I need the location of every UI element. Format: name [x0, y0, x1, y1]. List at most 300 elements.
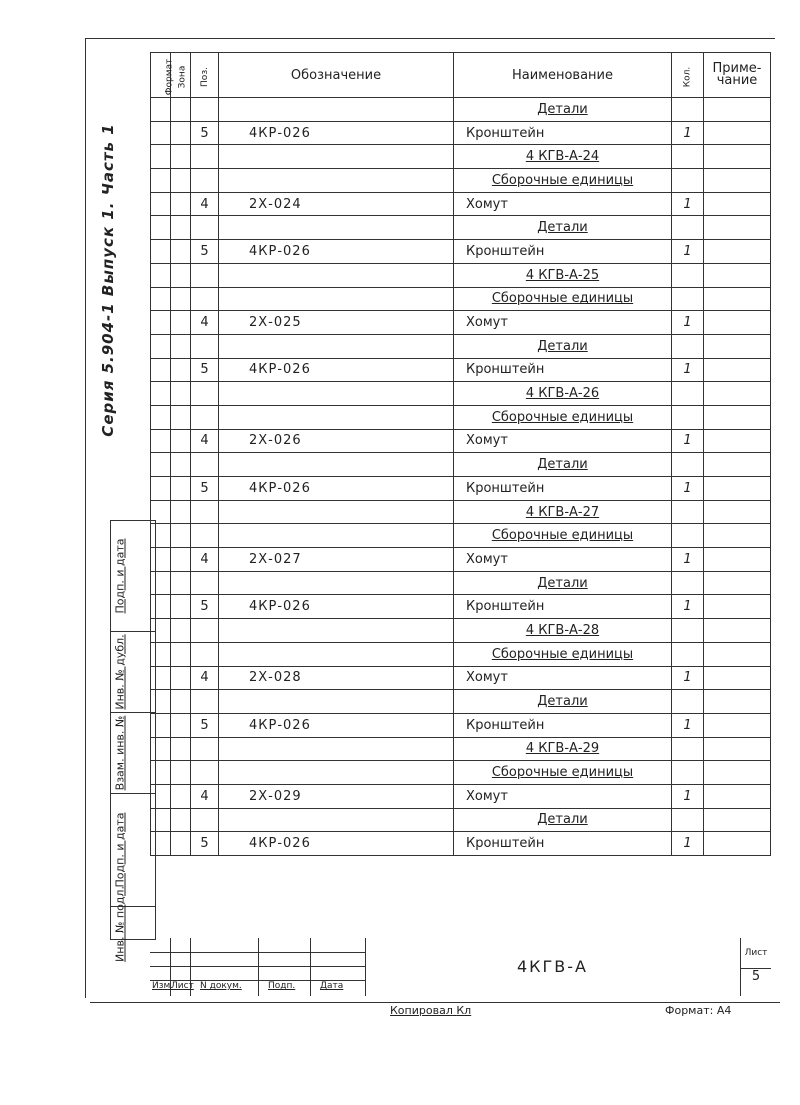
pos-cell: 5	[191, 240, 219, 264]
qty-cell	[672, 453, 704, 477]
table-row	[151, 524, 771, 548]
format-cell	[151, 500, 171, 524]
pos-cell: 5	[191, 595, 219, 619]
table-row	[151, 192, 771, 216]
designation-cell	[219, 808, 454, 832]
format-cell	[151, 477, 171, 501]
pos-cell	[191, 619, 219, 643]
frame-top-line	[85, 38, 775, 39]
name-cell: Хомут	[454, 311, 672, 335]
note-cell	[704, 737, 771, 761]
section-heading: Сборочные единицы	[491, 172, 634, 188]
pos-cell: 5	[191, 121, 219, 145]
zone-cell	[171, 358, 191, 382]
note-cell	[704, 405, 771, 429]
designation-cell	[219, 690, 454, 714]
format-cell	[151, 808, 171, 832]
pos-cell: 5	[191, 832, 219, 856]
pos-cell: 4	[191, 192, 219, 216]
designation-cell	[219, 169, 454, 193]
name-cell	[454, 382, 672, 406]
qty-cell: 1	[672, 832, 704, 856]
name-cell	[454, 737, 672, 761]
table-row	[151, 642, 771, 666]
pos-cell	[191, 690, 219, 714]
note-cell	[704, 121, 771, 145]
copied-label: Копировал	[390, 1004, 453, 1017]
qty-cell	[672, 382, 704, 406]
note-cell	[704, 784, 771, 808]
table-row	[151, 713, 771, 737]
format-cell	[151, 358, 171, 382]
format-cell	[151, 619, 171, 643]
document-designation: 4КГВ-А	[517, 957, 588, 976]
header-designation: Обозначение	[219, 53, 454, 98]
designation-cell: 4КР-026	[219, 240, 454, 264]
name-cell: Хомут	[454, 784, 672, 808]
zone-cell	[171, 477, 191, 501]
pos-cell	[191, 642, 219, 666]
pos-cell	[191, 334, 219, 358]
table-row	[151, 358, 771, 382]
designation-cell	[219, 382, 454, 406]
section-heading: Сборочные единицы	[491, 409, 634, 425]
table-row	[151, 548, 771, 572]
series-label	[88, 100, 128, 460]
zone-cell	[171, 666, 191, 690]
name-cell	[454, 453, 672, 477]
qty-cell	[672, 98, 704, 122]
pos-cell	[191, 737, 219, 761]
qty-cell: 1	[672, 477, 704, 501]
designation-cell	[219, 761, 454, 785]
title-block	[150, 938, 770, 996]
name-cell: Кронштейн	[454, 832, 672, 856]
name-cell	[454, 145, 672, 169]
pos-cell	[191, 808, 219, 832]
name-cell: Хомут	[454, 192, 672, 216]
pos-cell	[191, 98, 219, 122]
format-cell	[151, 713, 171, 737]
note-cell	[704, 713, 771, 737]
section-heading: Детали	[537, 575, 588, 591]
pos-cell: 4	[191, 548, 219, 572]
pos-cell	[191, 453, 219, 477]
section-heading: Детали	[537, 101, 588, 117]
qty-cell	[672, 500, 704, 524]
qty-cell	[672, 216, 704, 240]
qty-cell	[672, 145, 704, 169]
note-cell	[704, 263, 771, 287]
format-cell	[151, 382, 171, 406]
pos-cell	[191, 382, 219, 406]
table-body	[151, 98, 771, 856]
table-row	[151, 690, 771, 714]
title-block-grid	[150, 938, 366, 996]
table-row	[151, 311, 771, 335]
note-cell	[704, 524, 771, 548]
section-heading: Детали	[537, 694, 588, 710]
table-row	[151, 571, 771, 595]
group-heading: 4 КГВ-А-25	[525, 267, 600, 283]
stamp-cell	[111, 886, 155, 962]
zone-cell	[171, 121, 191, 145]
table-row	[151, 240, 771, 264]
format-cell	[151, 548, 171, 572]
format-label: Формат: А4	[665, 1004, 732, 1017]
qty-cell	[672, 287, 704, 311]
table-row	[151, 619, 771, 643]
table-row	[151, 808, 771, 832]
name-cell	[454, 287, 672, 311]
designation-cell: 2Х-025	[219, 311, 454, 335]
zone-cell	[171, 784, 191, 808]
qty-cell	[672, 737, 704, 761]
note-cell	[704, 192, 771, 216]
pos-cell	[191, 500, 219, 524]
name-cell	[454, 619, 672, 643]
pos-cell	[191, 216, 219, 240]
qty-cell	[672, 690, 704, 714]
zone-cell	[171, 405, 191, 429]
name-cell	[454, 808, 672, 832]
label-doc-number: N докум.	[200, 981, 242, 991]
table-row	[151, 263, 771, 287]
pos-cell	[191, 169, 219, 193]
zone-cell	[171, 832, 191, 856]
header-note: Приме- чание	[704, 53, 771, 98]
qty-cell: 1	[672, 121, 704, 145]
table-header	[151, 53, 771, 98]
zone-cell	[171, 737, 191, 761]
note-cell	[704, 145, 771, 169]
table-row	[151, 666, 771, 690]
table-row	[151, 145, 771, 169]
table-row	[151, 405, 771, 429]
frame-left-line	[85, 38, 86, 998]
name-cell: Кронштейн	[454, 358, 672, 382]
note-cell	[704, 619, 771, 643]
name-cell	[454, 761, 672, 785]
note-cell	[704, 548, 771, 572]
zone-cell	[171, 690, 191, 714]
designation-cell: 2Х-026	[219, 429, 454, 453]
name-cell: Кронштейн	[454, 121, 672, 145]
qty-cell	[672, 808, 704, 832]
stamp-label: Взам. инв. №	[113, 715, 127, 791]
group-heading: 4 КГВ-А-29	[525, 741, 600, 757]
designation-cell: 4КР-026	[219, 358, 454, 382]
name-cell	[454, 405, 672, 429]
designation-cell: 2Х-029	[219, 784, 454, 808]
table-row	[151, 334, 771, 358]
sheet-box	[740, 938, 771, 996]
designation-cell: 4КР-026	[219, 832, 454, 856]
designation-cell: 4КР-026	[219, 121, 454, 145]
section-heading: Сборочные единицы	[491, 765, 634, 781]
name-cell	[454, 334, 672, 358]
section-heading: Сборочные единицы	[491, 528, 634, 544]
stamp-label: Инв. № дубл.	[113, 634, 127, 710]
format-cell	[151, 595, 171, 619]
pos-cell: 5	[191, 358, 219, 382]
group-heading: 4 КГВ-А-28	[525, 622, 600, 638]
note-cell	[704, 429, 771, 453]
specification-table	[150, 52, 771, 856]
qty-cell: 1	[672, 666, 704, 690]
pos-cell: 5	[191, 477, 219, 501]
name-cell	[454, 524, 672, 548]
designation-cell	[219, 145, 454, 169]
name-cell: Хомут	[454, 429, 672, 453]
copied-sign: Кл	[456, 1004, 472, 1017]
qty-cell	[672, 761, 704, 785]
pos-cell	[191, 761, 219, 785]
qty-cell	[672, 169, 704, 193]
label-sheet: Лист	[171, 981, 194, 991]
label-date: Дата	[320, 981, 344, 991]
zone-cell	[171, 216, 191, 240]
format-cell	[151, 169, 171, 193]
designation-cell	[219, 524, 454, 548]
name-cell	[454, 571, 672, 595]
copied-by	[390, 1004, 471, 1017]
zone-cell	[171, 642, 191, 666]
note-cell	[704, 500, 771, 524]
section-heading: Сборочные единицы	[491, 291, 634, 307]
format-cell	[151, 216, 171, 240]
zone-cell	[171, 571, 191, 595]
designation-cell	[219, 287, 454, 311]
table-row	[151, 216, 771, 240]
qty-cell: 1	[672, 595, 704, 619]
stamp-label: Подп. и дата	[113, 812, 127, 888]
stamp-label: Подп. и дата	[113, 538, 127, 614]
section-heading: Сборочные единицы	[491, 646, 634, 662]
qty-cell: 1	[672, 358, 704, 382]
designation-cell: 2Х-024	[219, 192, 454, 216]
table-row	[151, 832, 771, 856]
format-cell	[151, 737, 171, 761]
pos-cell: 5	[191, 713, 219, 737]
zone-cell	[171, 192, 191, 216]
table-row	[151, 737, 771, 761]
format-cell	[151, 761, 171, 785]
section-heading: Детали	[537, 812, 588, 828]
note-cell	[704, 334, 771, 358]
zone-cell	[171, 98, 191, 122]
format-cell	[151, 666, 171, 690]
designation-cell: 4КР-026	[219, 477, 454, 501]
designation-cell	[219, 500, 454, 524]
note-cell	[704, 382, 771, 406]
qty-cell	[672, 619, 704, 643]
qty-cell: 1	[672, 784, 704, 808]
format-cell	[151, 334, 171, 358]
format-cell	[151, 240, 171, 264]
designation-cell	[219, 98, 454, 122]
group-heading: 4 КГВ-А-24	[525, 149, 600, 165]
name-cell	[454, 690, 672, 714]
note-cell	[704, 240, 771, 264]
qty-cell: 1	[672, 429, 704, 453]
designation-cell: 4КР-026	[219, 595, 454, 619]
note-cell	[704, 169, 771, 193]
section-heading: Детали	[537, 220, 588, 236]
group-heading: 4 КГВ-А-27	[525, 504, 600, 520]
zone-cell	[171, 240, 191, 264]
header-zone: Зона	[171, 53, 191, 98]
note-cell	[704, 311, 771, 335]
format-cell	[151, 453, 171, 477]
table-row	[151, 382, 771, 406]
format-cell	[151, 429, 171, 453]
header-name: Наименование	[454, 53, 672, 98]
designation-cell	[219, 642, 454, 666]
zone-cell	[171, 453, 191, 477]
zone-cell	[171, 145, 191, 169]
name-cell	[454, 500, 672, 524]
format-cell	[151, 145, 171, 169]
format-cell	[151, 311, 171, 335]
table-row	[151, 784, 771, 808]
group-heading: 4 КГВ-А-26	[525, 386, 600, 402]
zone-cell	[171, 334, 191, 358]
section-heading: Детали	[537, 457, 588, 473]
format-cell	[151, 263, 171, 287]
pos-cell	[191, 263, 219, 287]
zone-cell	[171, 263, 191, 287]
table-row	[151, 453, 771, 477]
table-row	[151, 169, 771, 193]
sheet-number: 5	[741, 968, 771, 984]
qty-cell: 1	[672, 192, 704, 216]
note-cell	[704, 571, 771, 595]
section-heading: Детали	[537, 338, 588, 354]
header-qty: Кол.	[672, 53, 704, 98]
pos-cell: 4	[191, 311, 219, 335]
table-row	[151, 595, 771, 619]
note-cell	[704, 808, 771, 832]
pos-cell: 4	[191, 784, 219, 808]
note-cell	[704, 477, 771, 501]
designation-cell	[219, 619, 454, 643]
format-cell	[151, 642, 171, 666]
designation-cell	[219, 216, 454, 240]
qty-cell	[672, 263, 704, 287]
format-cell	[151, 121, 171, 145]
format-cell	[151, 690, 171, 714]
stamp-cell	[111, 632, 155, 713]
zone-cell	[171, 311, 191, 335]
designation-cell: 4КР-026	[219, 713, 454, 737]
bottom-line	[90, 1002, 780, 1003]
zone-cell	[171, 169, 191, 193]
note-cell	[704, 287, 771, 311]
format-cell	[151, 192, 171, 216]
zone-cell	[171, 595, 191, 619]
zone-cell	[171, 619, 191, 643]
name-cell	[454, 263, 672, 287]
note-cell	[704, 666, 771, 690]
sheet-label: Лист	[744, 948, 768, 958]
zone-cell	[171, 524, 191, 548]
zone-cell	[171, 287, 191, 311]
note-cell	[704, 690, 771, 714]
stamp-label: Инв. № подл.	[113, 886, 127, 962]
pos-cell	[191, 145, 219, 169]
format-cell	[151, 287, 171, 311]
designation-cell	[219, 571, 454, 595]
note-cell	[704, 761, 771, 785]
format-cell	[151, 524, 171, 548]
table-row	[151, 121, 771, 145]
pos-cell: 4	[191, 429, 219, 453]
designation-cell: 2Х-028	[219, 666, 454, 690]
note-cell	[704, 595, 771, 619]
qty-cell	[672, 642, 704, 666]
note-cell	[704, 453, 771, 477]
table-row	[151, 477, 771, 501]
label-change: Изм.	[152, 981, 174, 991]
qty-cell	[672, 524, 704, 548]
zone-cell	[171, 713, 191, 737]
header-pos: Поз.	[191, 53, 219, 98]
name-cell	[454, 642, 672, 666]
qty-cell	[672, 571, 704, 595]
designation-cell: 2Х-027	[219, 548, 454, 572]
name-cell: Хомут	[454, 548, 672, 572]
table-row	[151, 761, 771, 785]
label-signature: Подп.	[268, 981, 296, 991]
table-row	[151, 429, 771, 453]
zone-cell	[171, 382, 191, 406]
format-cell	[151, 832, 171, 856]
zone-cell	[171, 808, 191, 832]
note-cell	[704, 642, 771, 666]
qty-cell	[672, 334, 704, 358]
name-cell: Кронштейн	[454, 477, 672, 501]
format-cell	[151, 571, 171, 595]
pos-cell	[191, 405, 219, 429]
stamp-cell	[111, 713, 155, 794]
pos-cell: 4	[191, 666, 219, 690]
zone-cell	[171, 500, 191, 524]
header-format: Формат	[151, 53, 171, 98]
stamp-cell	[111, 521, 155, 632]
note-cell	[704, 216, 771, 240]
name-cell: Кронштейн	[454, 713, 672, 737]
pos-cell	[191, 571, 219, 595]
table-row	[151, 98, 771, 122]
name-cell: Кронштейн	[454, 595, 672, 619]
qty-cell	[672, 405, 704, 429]
table-row	[151, 287, 771, 311]
qty-cell: 1	[672, 240, 704, 264]
note-cell	[704, 98, 771, 122]
name-cell	[454, 169, 672, 193]
name-cell	[454, 98, 672, 122]
format-cell	[151, 405, 171, 429]
table-row	[151, 500, 771, 524]
designation-cell	[219, 263, 454, 287]
designation-cell	[219, 453, 454, 477]
qty-cell: 1	[672, 311, 704, 335]
name-cell	[454, 216, 672, 240]
name-cell: Хомут	[454, 666, 672, 690]
designation-cell	[219, 405, 454, 429]
note-cell	[704, 832, 771, 856]
